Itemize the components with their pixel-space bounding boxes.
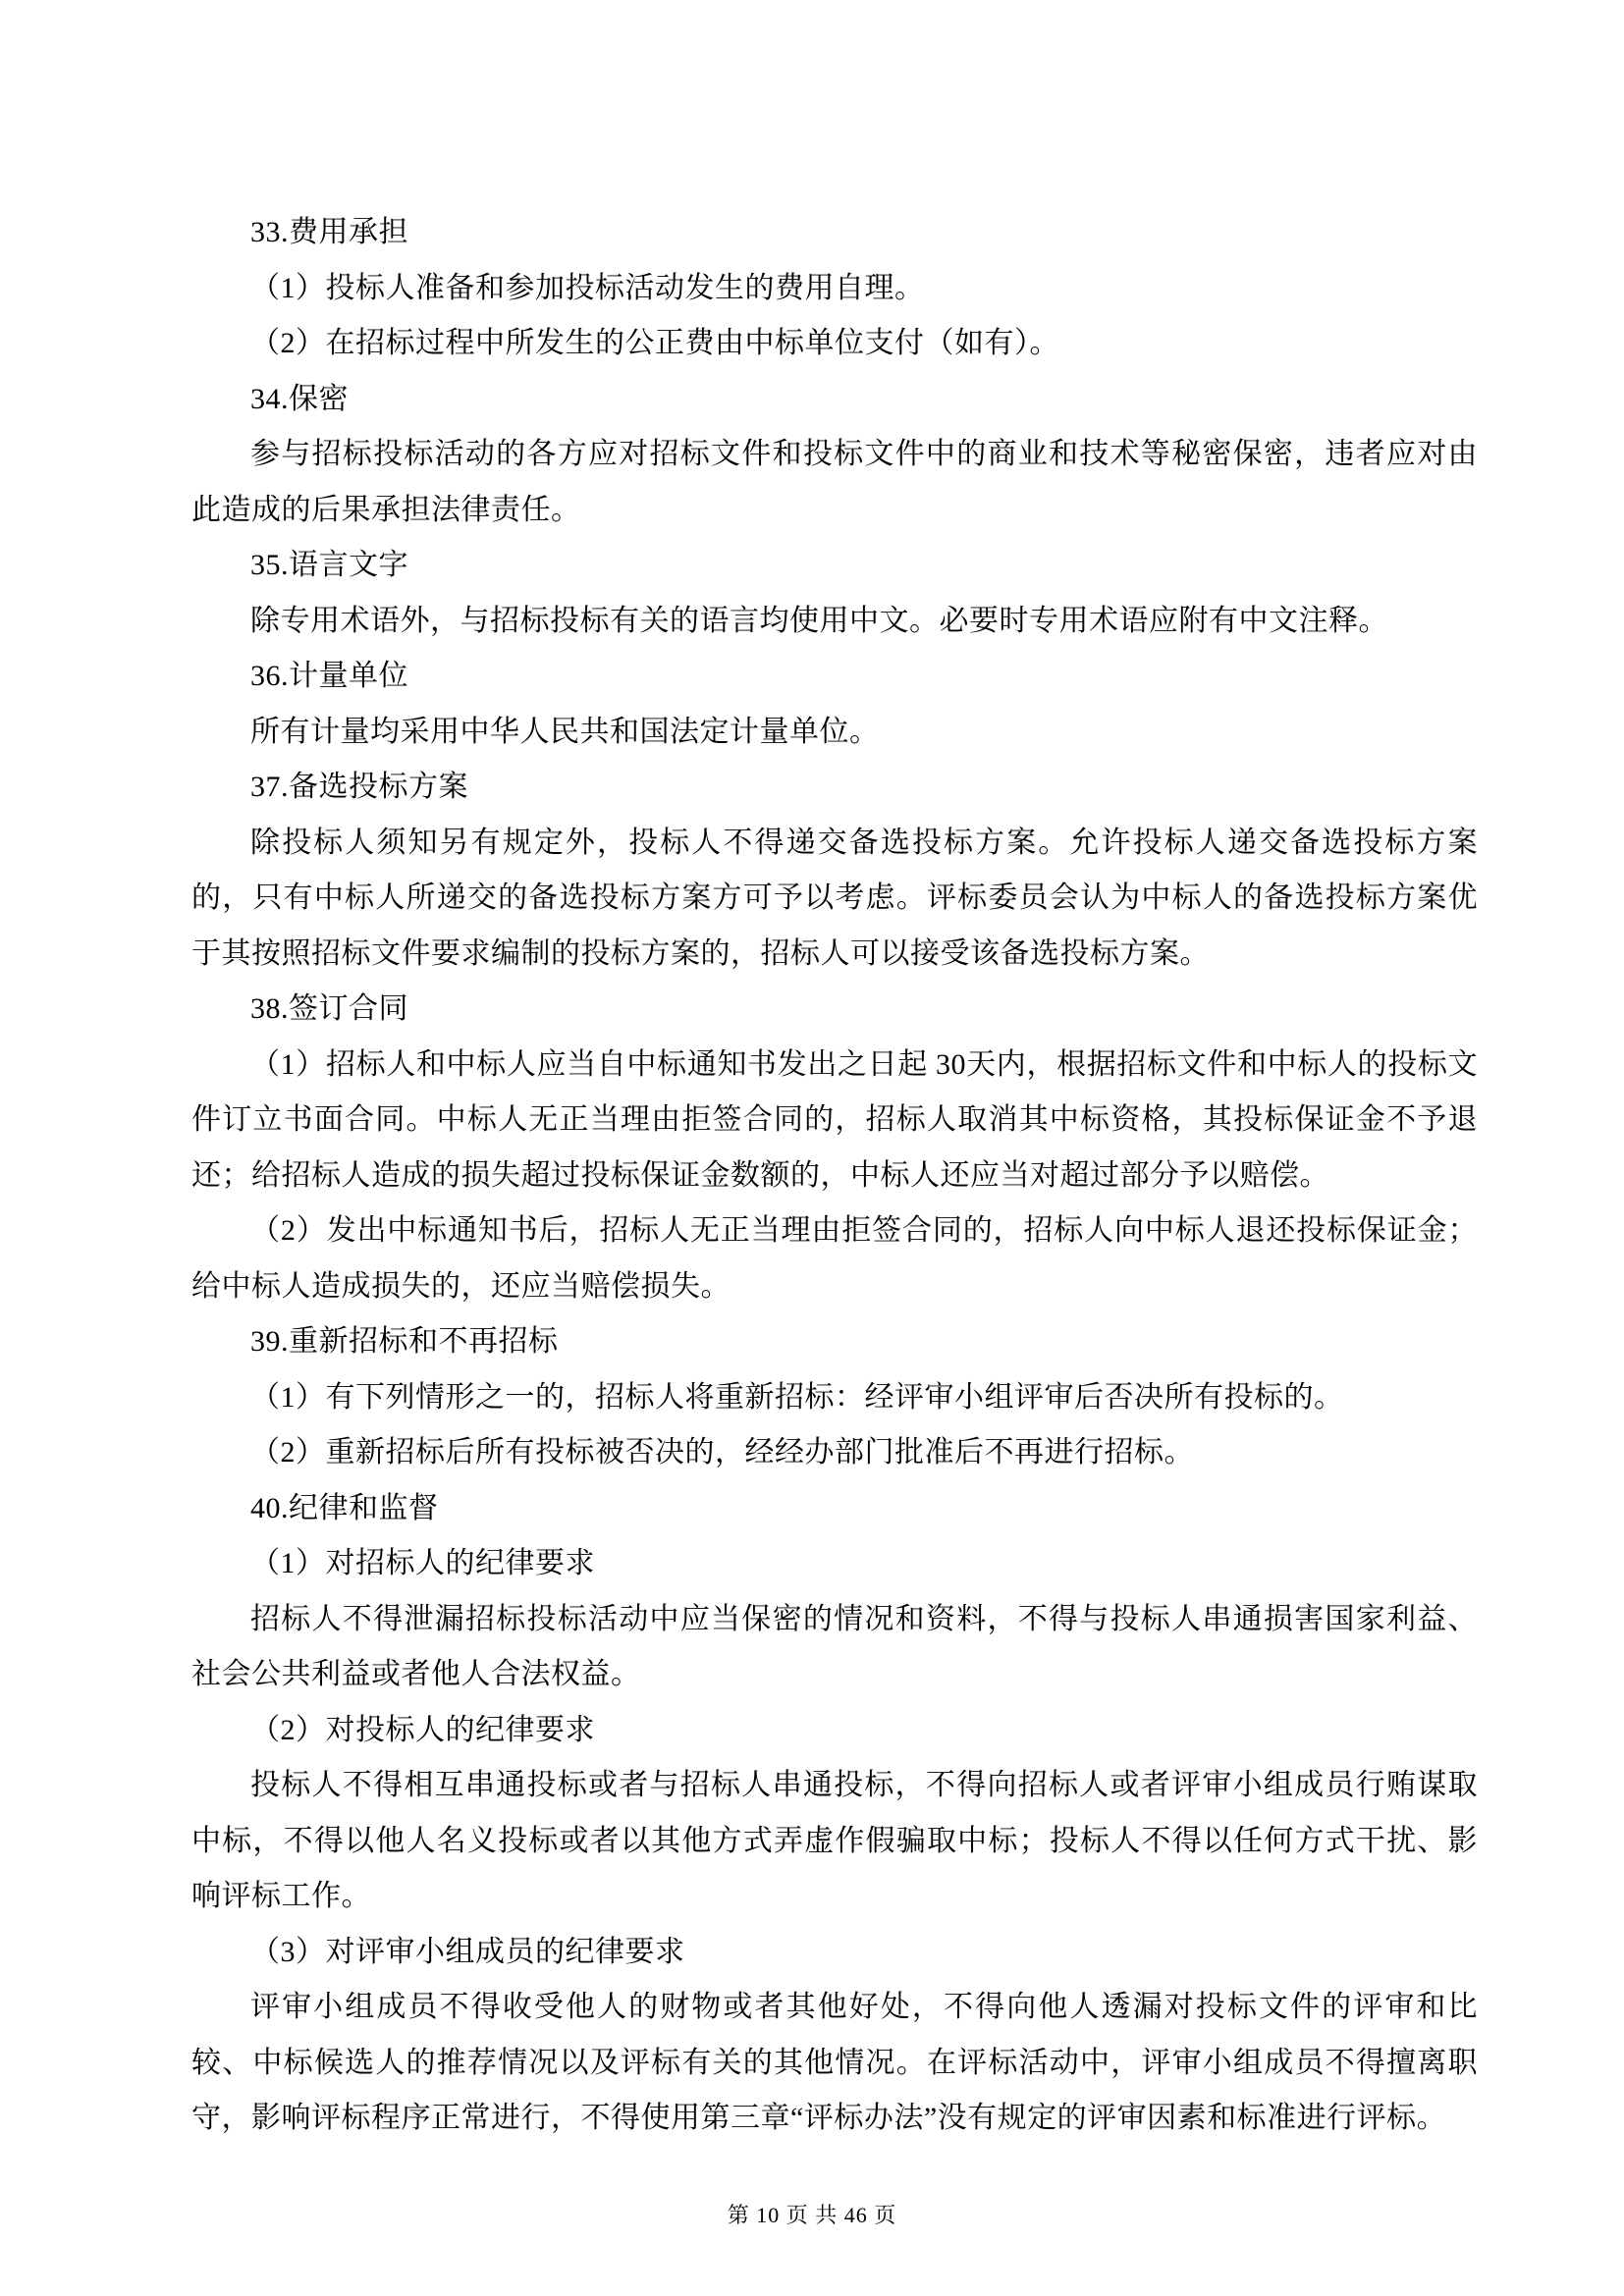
section-heading-40: 40.纪律和监督 bbox=[250, 1491, 439, 1524]
paragraph: 除专用术语外，与招标投标有关的语言均使用中文。必要时专用术语应附有中文注释。 bbox=[250, 604, 1388, 637]
section-heading-38: 38.签订合同 bbox=[250, 992, 408, 1025]
paragraph: 参与招标投标活动的各方应对招标文件和投标文件中的商业和技术等秘密保密，违者应对由此造成的后果承担法律责任。 bbox=[191, 438, 1478, 526]
section-heading-35: 35.语言文字 bbox=[250, 549, 408, 581]
paragraph: （1）对招标人的纪律要求 bbox=[250, 1547, 595, 1579]
section-heading-36: 36.计量单位 bbox=[250, 660, 408, 692]
paragraph: （1）招标人和中标人应当自中标通知书发出之日起 30天内，根据招标文件和中标人的投标文件订立书面合同。中标人无正当理由拒签合同的，招标人取消其中标资格，其投标保证金不予退还；给招标人造成的损失超过投标保证金数额的，中标人还应当对超过部分予以赔偿。 bbox=[191, 1047, 1478, 1192]
section-heading-39: 39.重新招标和不再招标 bbox=[250, 1325, 559, 1358]
paragraph: 除投标人须知另有规定外，投标人不得递交备选投标方案。允许投标人递交备选投标方案的，只有中标人所递交的备选投标方案方可予以考虑。评标委员会认为中标人的备选投标方案优于其按照招标文件要求编制的投标方案的，招标人可以接受该备选投标方案。 bbox=[191, 826, 1478, 970]
paragraph: （2）在招标过程中所发生的公正费由中标单位支付（如有）。 bbox=[250, 327, 1059, 359]
paragraph: 评审小组成员不得收受他人的财物或者其他好处，不得向他人透漏对投标文件的评审和比较、中标候选人的推荐情况以及评标有关的其他情况。在评标活动中，评审小组成员不得擅离职守，影响评标程序正常进行，不得使用第三章“评标办法”没有规定的评审因素和标准进行评标。 bbox=[191, 1991, 1478, 2134]
section-heading-33: 33.费用承担 bbox=[250, 216, 408, 248]
paragraph: 招标人不得泄漏招标投标活动中应当保密的情况和资料，不得与投标人串通损害国家利益、社会公共利益或者他人合法权益。 bbox=[191, 1602, 1478, 1690]
section-heading-34: 34.保密 bbox=[250, 382, 349, 415]
paragraph: （1）投标人准备和参加投标活动发生的费用自理。 bbox=[250, 271, 925, 304]
paragraph: （2）发出中标通知书后，招标人无正当理由拒签合同的，招标人向中标人退还投标保证金；给中标人造成损失的，还应当赔偿损失。 bbox=[191, 1214, 1478, 1303]
paragraph: （2）重新招标后所有投标被否决的，经经办部门批准后不再进行招标。 bbox=[250, 1436, 1194, 1468]
document-body bbox=[191, 205, 1478, 2147]
section-heading-37: 37.备选投标方案 bbox=[250, 771, 468, 803]
paragraph: 所有计量均采用中华人民共和国法定计量单位。 bbox=[250, 715, 880, 748]
paragraph: （3）对评审小组成员的纪律要求 bbox=[250, 1935, 685, 1968]
paragraph: （2）对投标人的纪律要求 bbox=[250, 1713, 595, 1746]
paragraph: （1）有下列情形之一的，招标人将重新招标：经评审小组评审后否决所有投标的。 bbox=[250, 1380, 1344, 1414]
page-number-footer: 第 10 页 共 46 页 bbox=[727, 2203, 897, 2227]
paragraph: 投标人不得相互串通投标或者与招标人串通投标，不得向招标人或者评审小组成员行贿谋取中标，不得以他人名义投标或者以其他方式弄虚作假骗取中标；投标人不得以任何方式干扰、影响评标工作。 bbox=[191, 1769, 1478, 1912]
